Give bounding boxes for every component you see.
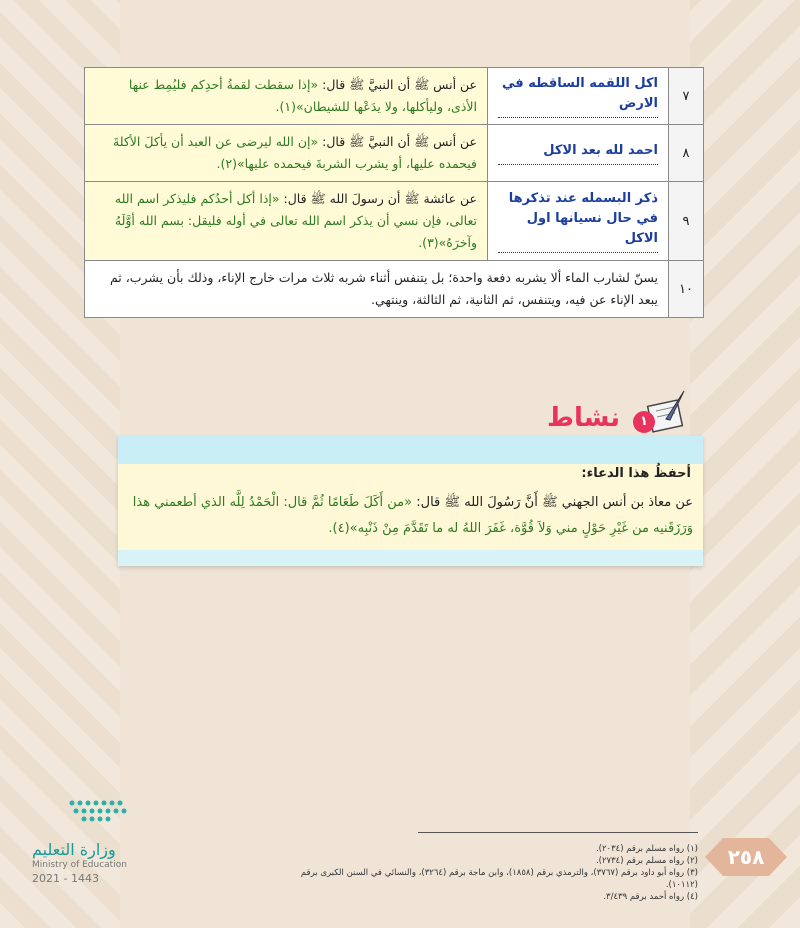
- row-title: احمد لله بعد الاكل: [488, 125, 669, 182]
- ministry-name-arabic: وزارة التعليم: [32, 840, 116, 859]
- row-title: ذكر البسمله عند تذكرها في حال نسيانها اول الاكل: [488, 182, 669, 261]
- page-number: ٢٥٨: [727, 845, 765, 869]
- footnote: (١) رواه مسلم برقم (٢٠٣٤).: [595, 844, 698, 854]
- table-row: [85, 261, 704, 318]
- ministry-name-english: Ministry of Education: [32, 860, 127, 870]
- row-number: ٩: [669, 182, 704, 261]
- footnote: (٢) رواه مسلم برقم (٢٧٣٤).: [595, 856, 698, 866]
- row-hadith: عن أنس ﷺ أن النبيَّ ﷺ قال: «إذا سقطت لقمةُ أحدِكم فليُمِط عنها الأذى، وليأكلها، ولا يدَعْها للشيطان»(١).: [85, 68, 488, 125]
- background-pattern-right: [690, 0, 800, 928]
- row-hadith: عن أنس ﷺ أن النبيَّ ﷺ قال: «إن الله ليرضى عن العبد أن يأكلَ الأكلةَ فيحمده عليها، أو يشرب الشربةَ فيحمده عليها»(٢).: [85, 125, 488, 182]
- ministry-logo-icon: [64, 797, 134, 827]
- activity-box: [118, 436, 703, 566]
- activity-title: نشاط: [547, 403, 620, 433]
- row-number: ٧: [669, 68, 704, 125]
- edition-years: 2021 - 1443: [32, 872, 99, 885]
- footnote: (٣) رواه أبو داود برقم (٣٧٦٧)، والترمذي برقم (١٨٥٨)، وابن ماجة برقم (٣٢٦٤)، والنسائي في السنن الكبرى برقم (١٠١١٢).: [300, 868, 698, 890]
- row-number: ١٠: [669, 261, 704, 318]
- row-hadith: عن عائشة ﷺ أن رسولَ الله ﷺ قال: «إذا أكل أحدُكم فليذكر اسم الله تعالى، فإن نسي أن يذكر اسم الله تعالى في أوله فليقل: بسم الله أوَّلَهُ وآخرَهُ»(٣).: [85, 182, 488, 261]
- activity-number-badge: ١: [633, 411, 655, 433]
- row-title: اكل اللقمه الساقطه في الارض: [488, 68, 669, 125]
- footnote: (٤) رواه أحمد برقم ٣/٤٣٩.: [603, 892, 698, 902]
- footnotes: [300, 843, 698, 903]
- activity-heading: أحفظُ هذا الدعاء:: [581, 466, 691, 481]
- footnotes-divider: [418, 832, 698, 833]
- table-row: [85, 125, 704, 182]
- table-row: [85, 182, 704, 261]
- activity-text: عن معاذ بن أنس الجهني ﷺ أَنَّ رَسُولَ الله ﷺ قال: «من أَكَلَ طَعَامًا ثُمَّ قال: الْحَمْدُ لِلَّه الذي أطعمني هذا وَرَزَقَنيه من غَيْرِ حَوْلٍ مني وَلاَ قُوَّة، غَفَرَ اللهُ له ما تَقَدَّمَ مِنْ ذَنْبِه»(٤).: [132, 495, 693, 536]
- row-number: ٨: [669, 125, 704, 182]
- etiquette-table: [84, 67, 704, 318]
- table-row: [85, 68, 704, 125]
- row-note: يسنّ لشارب الماء ألا يشربه دفعة واحدة؛ بل يتنفس أثناء شربه ثلاث مرات خارج الإناء، وذلك بأن يشرب، ثم يبعد الإناء عن فيه، ويتنفس، ثم الثانية، ثم الثالثة، وينتهي.: [85, 261, 669, 318]
